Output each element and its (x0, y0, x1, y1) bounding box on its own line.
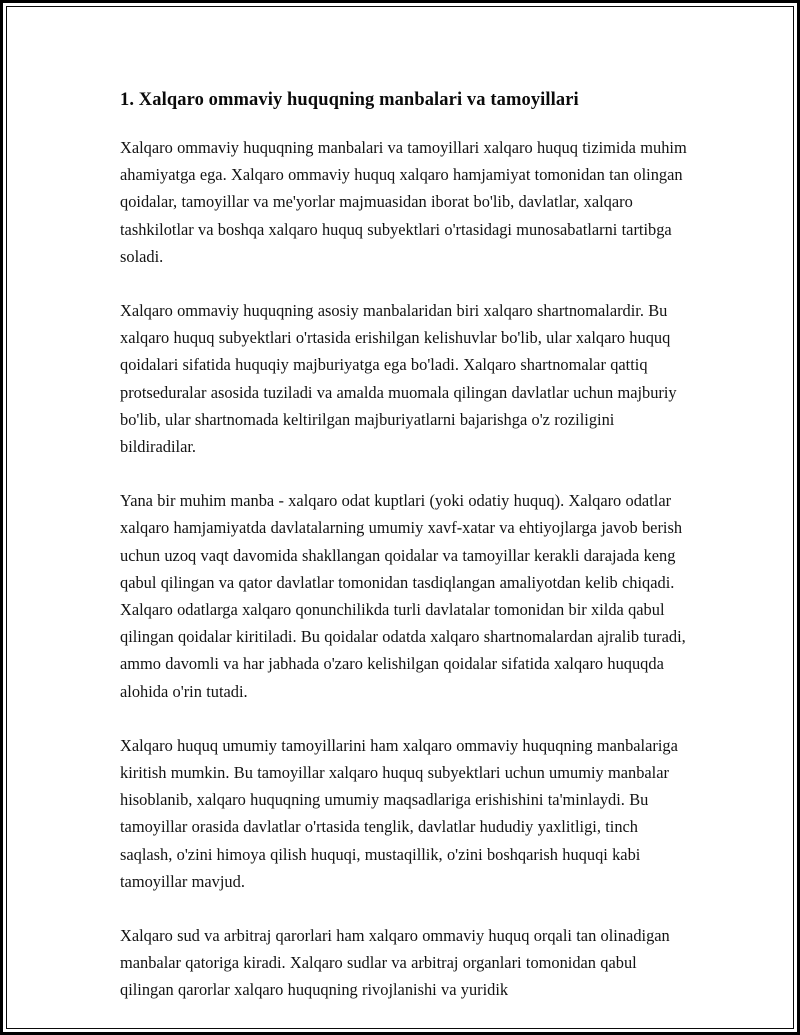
document-body (120, 87, 692, 1004)
body-paragraph: Xalqaro ommaviy huquqning manbalari va tamoyillari xalqaro huquq tizimida muhim ahamiyatga ega. Xalqaro ommaviy huquq xalqaro hamjamiyat tomonidan tan olingan qoidalar, tamoyillar va me'yorlar majmuasidan iborat bo'lib, davlatlar, xalqaro tashkilotlar va boshqa xalqaro huquq subyektlari o'rtasidagi munosabatlarni tartibga soladi. (120, 138, 687, 266)
body-paragraph: Xalqaro huquq umumiy tamoyillarini ham xalqaro ommaviy huquqning manbalariga kiritish mumkin. Bu tamoyillar xalqaro huquq subyektlari uchun umumiy manbalar hisoblanib, xalqaro huquqning umumiy maqsadlariga erishishini ta'minlaydi. Bu tamoyillar orasida davlatlar o'rtasida tenglik, davlatlar hududiy yaxlitligi, tinch saqlash, o'zini himoya qilish huquqi, mustaqillik, o'zini boshqarish huquqi kabi tamoyillar mavjud. (120, 735, 678, 891)
body-paragraph: Yana bir muhim manba - xalqaro odat kuptlari (yoki odatiy huquq). Xalqaro odatlar xalqaro hamjamiyatda davlatalarning umumiy xavf-xatar va ehtiyojlarga javob berish uchun uzoq vaqt davomida shakllangan qoidalar va tamoyillar kerakli darajada keng qabul qilingan va qator davlatlar tomonidan tasdiqlangan amaliyotdan kelib chiqadi. Xalqaro odatlarga xalqaro qonunchilikda turli davlatalar tomonidan bir xilda qabul qilingan qoidalar kiritiladi. Bu qoidalar odatda xalqaro shartnomalardan ajralib turadi, ammo davomli va har jabhada o'zaro kelishilgan qoidalar sifatida xalqaro huquqda alohida o'rin tutadi. (120, 491, 686, 701)
page-title: 1. Xalqaro ommaviy huquqning manbalari va tamoyillari (120, 90, 579, 110)
body-paragraph: Xalqaro sud va arbitraj qarorlari ham xalqaro ommaviy huquq orqali tan olinadigan manbalar qatoriga kiradi. Xalqaro sudlar va arbitraj organlari tomonidan qabul qilingan qarorlar xalqaro huquqning rivojlanishi va yuridik (120, 926, 670, 1000)
body-paragraph: Xalqaro ommaviy huquqning asosiy manbalaridan biri xalqaro shartnomalardir. Bu xalqaro huquq subyektlari o'rtasida erishilgan kelishuvlar bo'lib, ular xalqaro huquq qoidalari sifatida huquqiy majburiyatga ega bo'ladi. Xalqaro shartnomalar qattiq protseduralar asosida tuziladi va amalda muomala qilingan davlatlar uchun majburiy bo'lib, ular shartnomada keltirilgan majburiyatlarni bajarishga o'z roziligini bildiradilar. (120, 301, 677, 457)
